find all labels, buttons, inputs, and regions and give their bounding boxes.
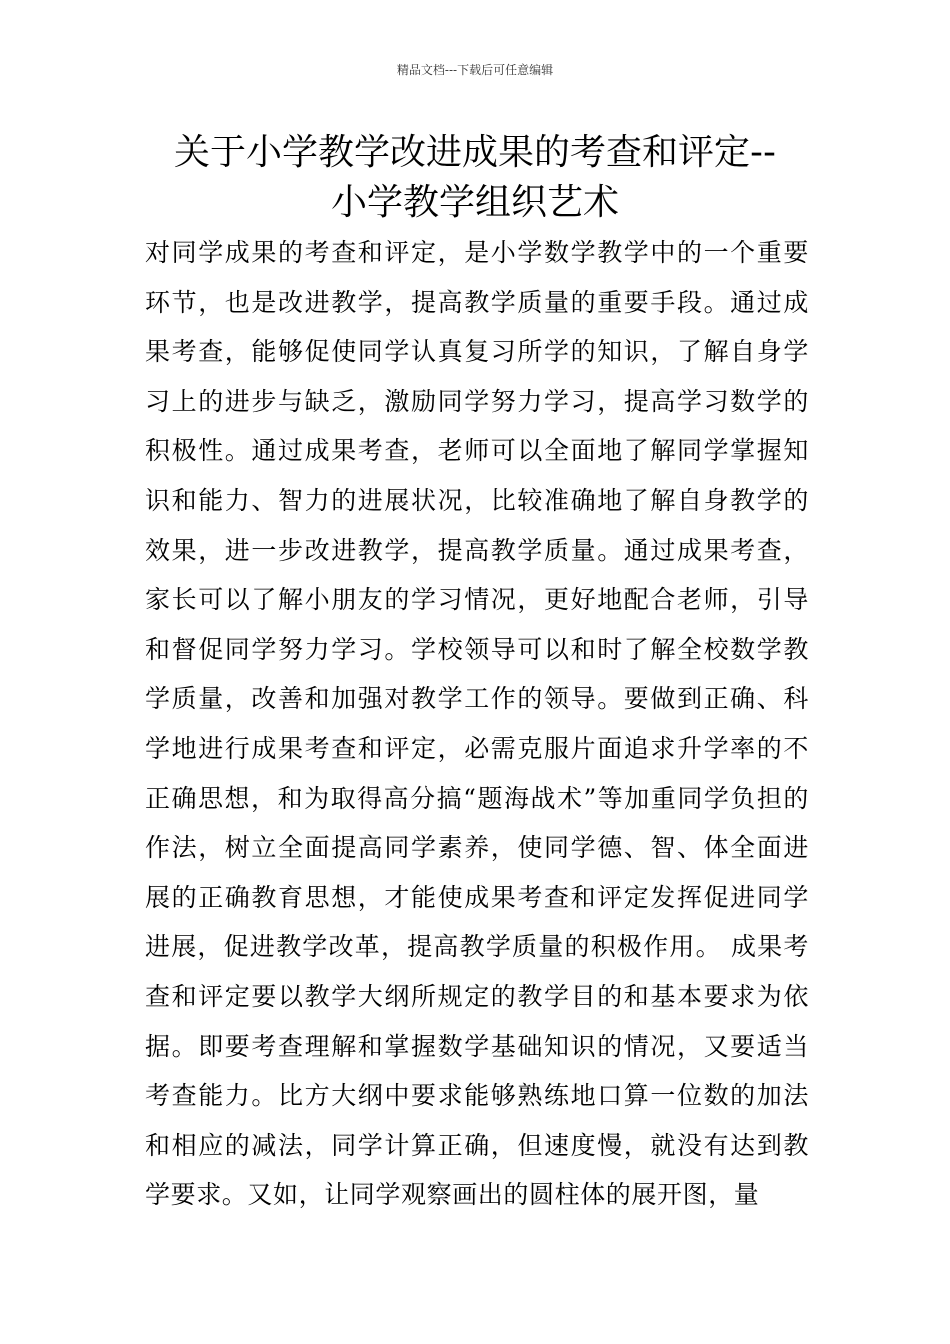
title-line-2: 小学教学组织艺术 [330, 182, 619, 223]
header-note: 精品文档---下载后可任意编辑 [396, 63, 554, 77]
title-line-1: 关于小学教学改进成果的考查和评定-- [174, 132, 776, 173]
document-title [120, 128, 830, 228]
body-paragraph: 对同学成果的考查和评定，是小学数学教学中的一个重要环节，也是改进教学，提高教学质量的重要手段。通过成果考查，能够促使同学认真复习所学的知识，了解自身学习上的进步与缺乏，激励同学努力学习，提高学习数学的积极性。通过成果考查，老师可以全面地了解同学掌握知识和能力、智力的进展状况，比较准确地了解自身教学的效果，进一步改进教学，提高教学质量。通过成果考查，家长可以了解小朋友的学习情况，更好地配合老师，引导和督促同学努力学习。学校领导可以和时了解全校数学教学质量，改善和加强对教学工作的领导。要做到正确、科学地进行成果考查和评定，必需克服片面追求升学率的不正确思想，和为取得高分搞“题海战术”等加重同学负担的作法，树立全面提高同学素养，使同学德、智、体全面进展的正确教育思想，才能使成果考查和评定发挥促进同学进展，促进教学改革，提高教学质量的积极作用。 成果考查和评定要以教学大纲所规定的教学目的和基本要求为依据。即要考查理解和掌握数学基础知识的情况，又要适当考查能力。比方大纲中要求能够熟练地口算一位数的加法和相应的减法，同学计算正确，但速度慢，就没有达到教学要求。又如，让同学观察画出的圆柱体的展开图，量 [145, 238, 809, 1210]
